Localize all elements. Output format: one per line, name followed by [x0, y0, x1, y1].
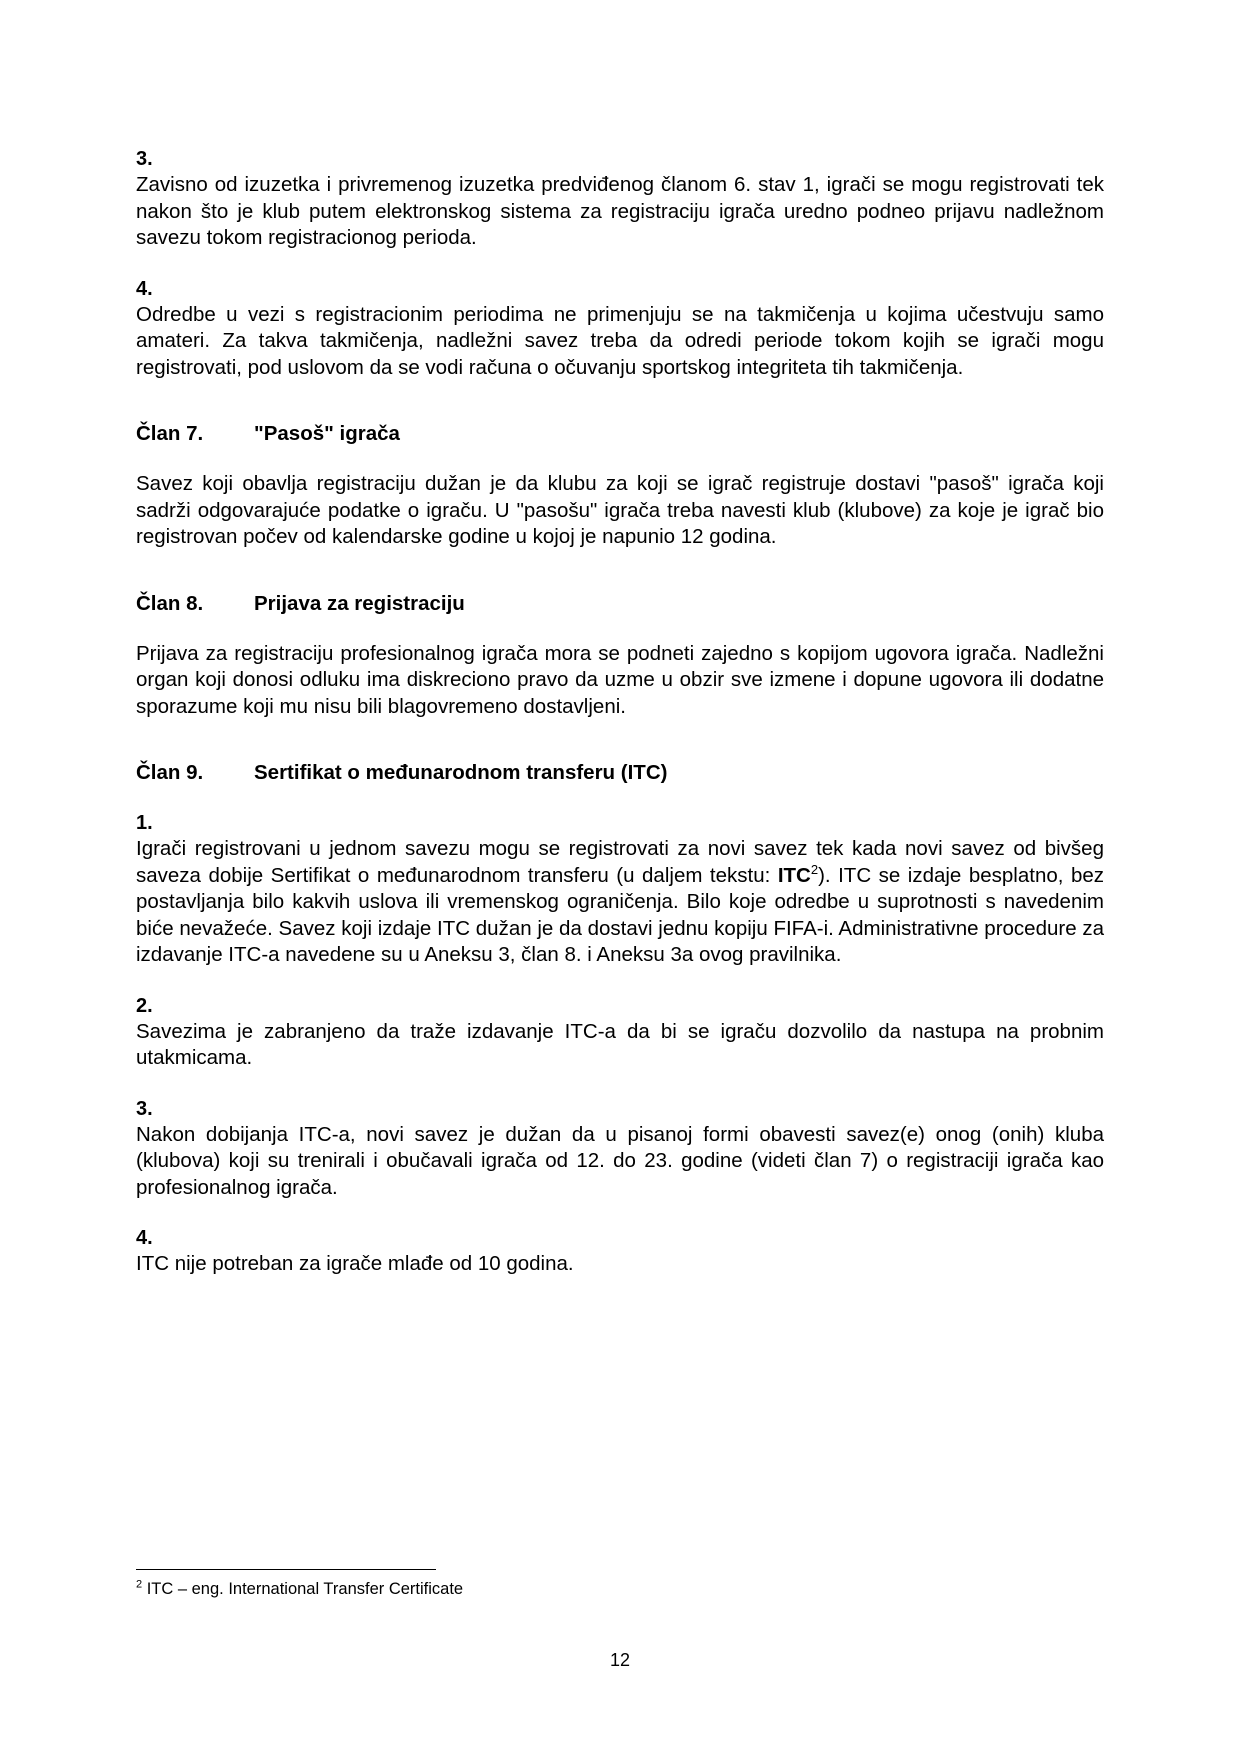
paragraph-3	[136, 146, 1104, 252]
article-9-paragraph-2	[136, 993, 1104, 1072]
paragraph-text: Savez koji obavlja registraciju dužan je da klubu za koji se igrač registruje dostavi "pasoš" igrača koji sadrži odgovarajuće podatke o igraču. U "pasošu" igrača treba navesti klub (klubove) za koje je igrač bio registrovan počev od kalendarske godine u kojoj je napunio 12 godina.	[136, 472, 1104, 548]
footnote-text: ITC – eng. International Transfer Certificate	[142, 1580, 464, 1598]
article-title: Sertifikat o međunarodnom transferu (ITC)	[254, 761, 668, 784]
article-8-body	[136, 641, 1104, 721]
article-number: Član 7.	[136, 422, 204, 445]
paragraph-4	[136, 276, 1104, 382]
paragraph-text: Nakon dobijanja ITC-a, novi savez je dužan da u pisanoj formi obavesti savez(e) onog (onih) kluba (klubova) koji su trenirali i obučavali igrača od 12. do 23. godine (videti član 7) o registraciji igrača kao profesionalnog igrača.	[136, 1122, 1104, 1199]
paragraph-number: 3.	[136, 148, 153, 170]
article-9-heading	[136, 760, 1104, 786]
article-number: Član 8.	[136, 591, 204, 615]
article-9-paragraph-3	[136, 1096, 1104, 1202]
page-number: 12	[609, 1650, 631, 1670]
article-title: "Pasoš" igrača	[254, 422, 400, 445]
paragraph-text: Zavisno od izuzetka i privremenog izuzetka predviđenog članom 6. stav 1, igrači se mogu registrovati tek nakon što je klub putem elektronskog sistema za registraciju igrača uredno podneo prijavu nadležnom savezu tokom registracionog perioda.	[136, 173, 1104, 249]
page-content	[136, 146, 1104, 1302]
paragraph-number: 1.	[136, 812, 153, 834]
footnote-divider	[136, 1569, 436, 1570]
article-title: Prijava za registraciju	[254, 591, 465, 615]
footnote-mark: 2	[136, 1578, 143, 1591]
footnote-reference[interactable]: 2	[810, 861, 819, 877]
text-segment: Igrači registrovani u jednom savezu mogu se registrovati za novi savez tek kada novi savez od bivšeg saveza dobije Sertifikat o međunarodnom transferu (u daljem tekstu:	[136, 837, 1104, 887]
text-segment: ). ITC se izdaje besplatno, bez postavljanja bilo kakvih uslova ili vremenskog ograničenja. Bilo koje odredbe u suprotnosti s navedenim biće nevažeće. Savez koji izdaje ITC dužan je da dostavi jednu kopiju FIFA-i. Administrativne procedure za izdavanje ITC-a navedene su u Aneksu 3, član 8. i Aneksu 3a ovog pravilnika.	[136, 863, 1104, 966]
paragraph-text	[136, 836, 1104, 969]
paragraph-text: Prijava za registraciju profesionalnog igrača mora se podneti zajedno s kopijom ugovora igrača. Nadležni organ koji donosi odluku ima diskreciono pravo da uzme u obzir sve izmene i dopune ugovora ili dodatne sporazume koji mu nisu bili blagovremeno dostavljeni.	[136, 641, 1104, 718]
paragraph-number: 4.	[136, 1227, 153, 1249]
footnote	[136, 1578, 463, 1600]
paragraph-text: Savezima je zabranjeno da traže izdavanje ITC-a da bi se igraču dozvolilo da nastupa na probnim utakmicama.	[136, 1019, 1104, 1069]
article-9-paragraph-4	[136, 1225, 1104, 1278]
paragraph-number: 3.	[136, 1097, 153, 1120]
paragraph-text: Odredbe u vezi s registracionim periodima ne primenjuju se na takmičenja u kojima učestvuju samo amateri. Za takva takmičenja, nadležni savez treba da odredi periode tokom kojih se igrači mogu registrovati, pod uslovom da se vodi računa o očuvanju sportskog integriteta tih takmičenja.	[136, 302, 1104, 379]
paragraph-number: 2.	[136, 994, 153, 1017]
article-7-body	[136, 471, 1104, 551]
paragraph-number: 4.	[136, 277, 153, 300]
article-8-heading	[136, 591, 1104, 617]
article-7-heading	[136, 421, 1104, 447]
itc-abbreviation: ITC	[777, 863, 811, 887]
article-9-paragraph-1	[136, 810, 1104, 969]
article-number: Član 9.	[136, 761, 204, 784]
paragraph-text: ITC nije potreban za igrače mlađe od 10 godina.	[136, 1252, 574, 1275]
